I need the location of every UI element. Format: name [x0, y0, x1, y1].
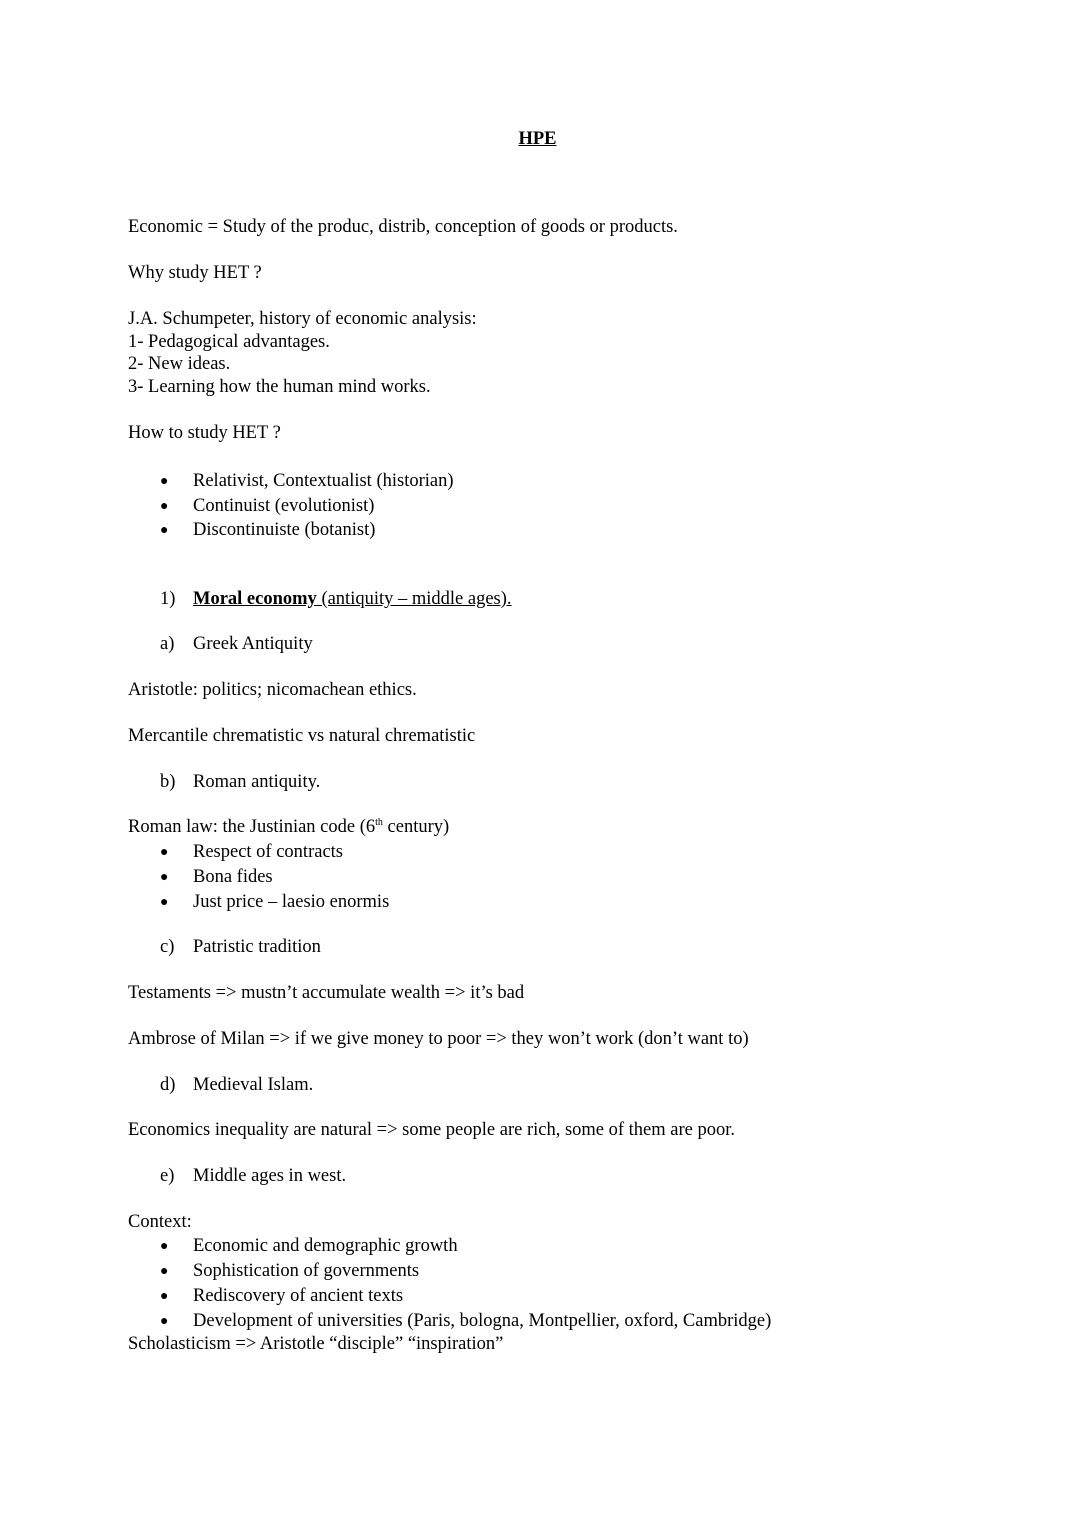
how-study-heading: How to study HET ? [128, 423, 281, 443]
roman-law-item: Just price – laesio enormis [193, 892, 390, 912]
bullet-icon: ● [160, 523, 169, 538]
roman-law-item: Respect of contracts [193, 842, 343, 862]
bullet-icon: ● [160, 474, 169, 489]
subsection-b-heading: Roman antiquity. [193, 772, 321, 792]
schumpeter-point: 2- New ideas. [128, 354, 231, 374]
approach-item: Relativist, Contextualist (historian) [193, 471, 454, 491]
bullet-icon: ● [160, 1314, 169, 1329]
bullet-icon: ● [160, 1289, 169, 1304]
subsection-e-marker: e) [160, 1166, 175, 1186]
schumpeter-point: 3- Learning how the human mind works. [128, 377, 431, 397]
subsection-d-heading: Medieval Islam. [193, 1075, 314, 1095]
ambrose-line: Ambrose of Milan => if we give money to poor => they won’t work (don’t want to) [128, 1029, 749, 1049]
subsection-a-heading: Greek Antiquity [193, 634, 313, 654]
context-item: Rediscovery of ancient texts [193, 1286, 404, 1306]
subsection-a-marker: a) [160, 634, 175, 654]
subsection-e-heading: Middle ages in west. [193, 1166, 347, 1186]
roman-law-sup: th [375, 817, 383, 828]
page-title: HPE [518, 129, 557, 149]
testaments-line: Testaments => mustn’t accumulate wealth => it’s bad [128, 983, 525, 1003]
bullet-icon: ● [160, 870, 169, 885]
context-item: Economic and demographic growth [193, 1236, 458, 1256]
section-1-title-bold: Moral economy [193, 589, 317, 609]
subsection-d-marker: d) [160, 1075, 176, 1095]
section-1-title-rest: (antiquity – middle ages). [316, 589, 512, 609]
chrematistic-line: Mercantile chrematistic vs natural chrematistic [128, 726, 476, 746]
roman-law-line [128, 816, 449, 839]
inequality-line: Economics inequality are natural => some people are rich, some of them are poor. [128, 1120, 736, 1140]
aristotle-line: Aristotle: politics; nicomachean ethics. [128, 680, 417, 700]
roman-law-prefix: Roman law: the Justinian code (6 [128, 817, 376, 837]
bullet-icon: ● [160, 499, 169, 514]
context-item: Sophistication of governments [193, 1261, 420, 1281]
subsection-c-marker: c) [160, 937, 175, 957]
approach-item: Discontinuiste (botanist) [193, 520, 376, 540]
bullet-icon: ● [160, 895, 169, 910]
roman-law-suffix: century) [382, 817, 450, 837]
bullet-icon: ● [160, 845, 169, 860]
context-item: Development of universities (Paris, bologna, Montpellier, oxford, Cambridge) [193, 1311, 772, 1331]
economic-definition: Economic = Study of the produc, distrib, conception of goods or products. [128, 217, 678, 237]
bullet-icon: ● [160, 1264, 169, 1279]
why-study-heading: Why study HET ? [128, 263, 262, 283]
approach-item: Continuist (evolutionist) [193, 496, 375, 516]
schumpeter-heading: J.A. Schumpeter, history of economic analysis: [128, 309, 477, 329]
section-1-heading [193, 588, 512, 611]
schumpeter-point: 1- Pedagogical advantages. [128, 332, 330, 352]
subsection-b-marker: b) [160, 772, 176, 792]
subsection-c-heading: Patristic tradition [193, 937, 321, 957]
context-heading: Context: [128, 1212, 192, 1232]
section-1-marker: 1) [160, 589, 176, 609]
scholasticism-line: Scholasticism => Aristotle “disciple” “inspiration” [128, 1334, 504, 1354]
roman-law-item: Bona fides [193, 867, 273, 887]
bullet-icon: ● [160, 1239, 169, 1254]
